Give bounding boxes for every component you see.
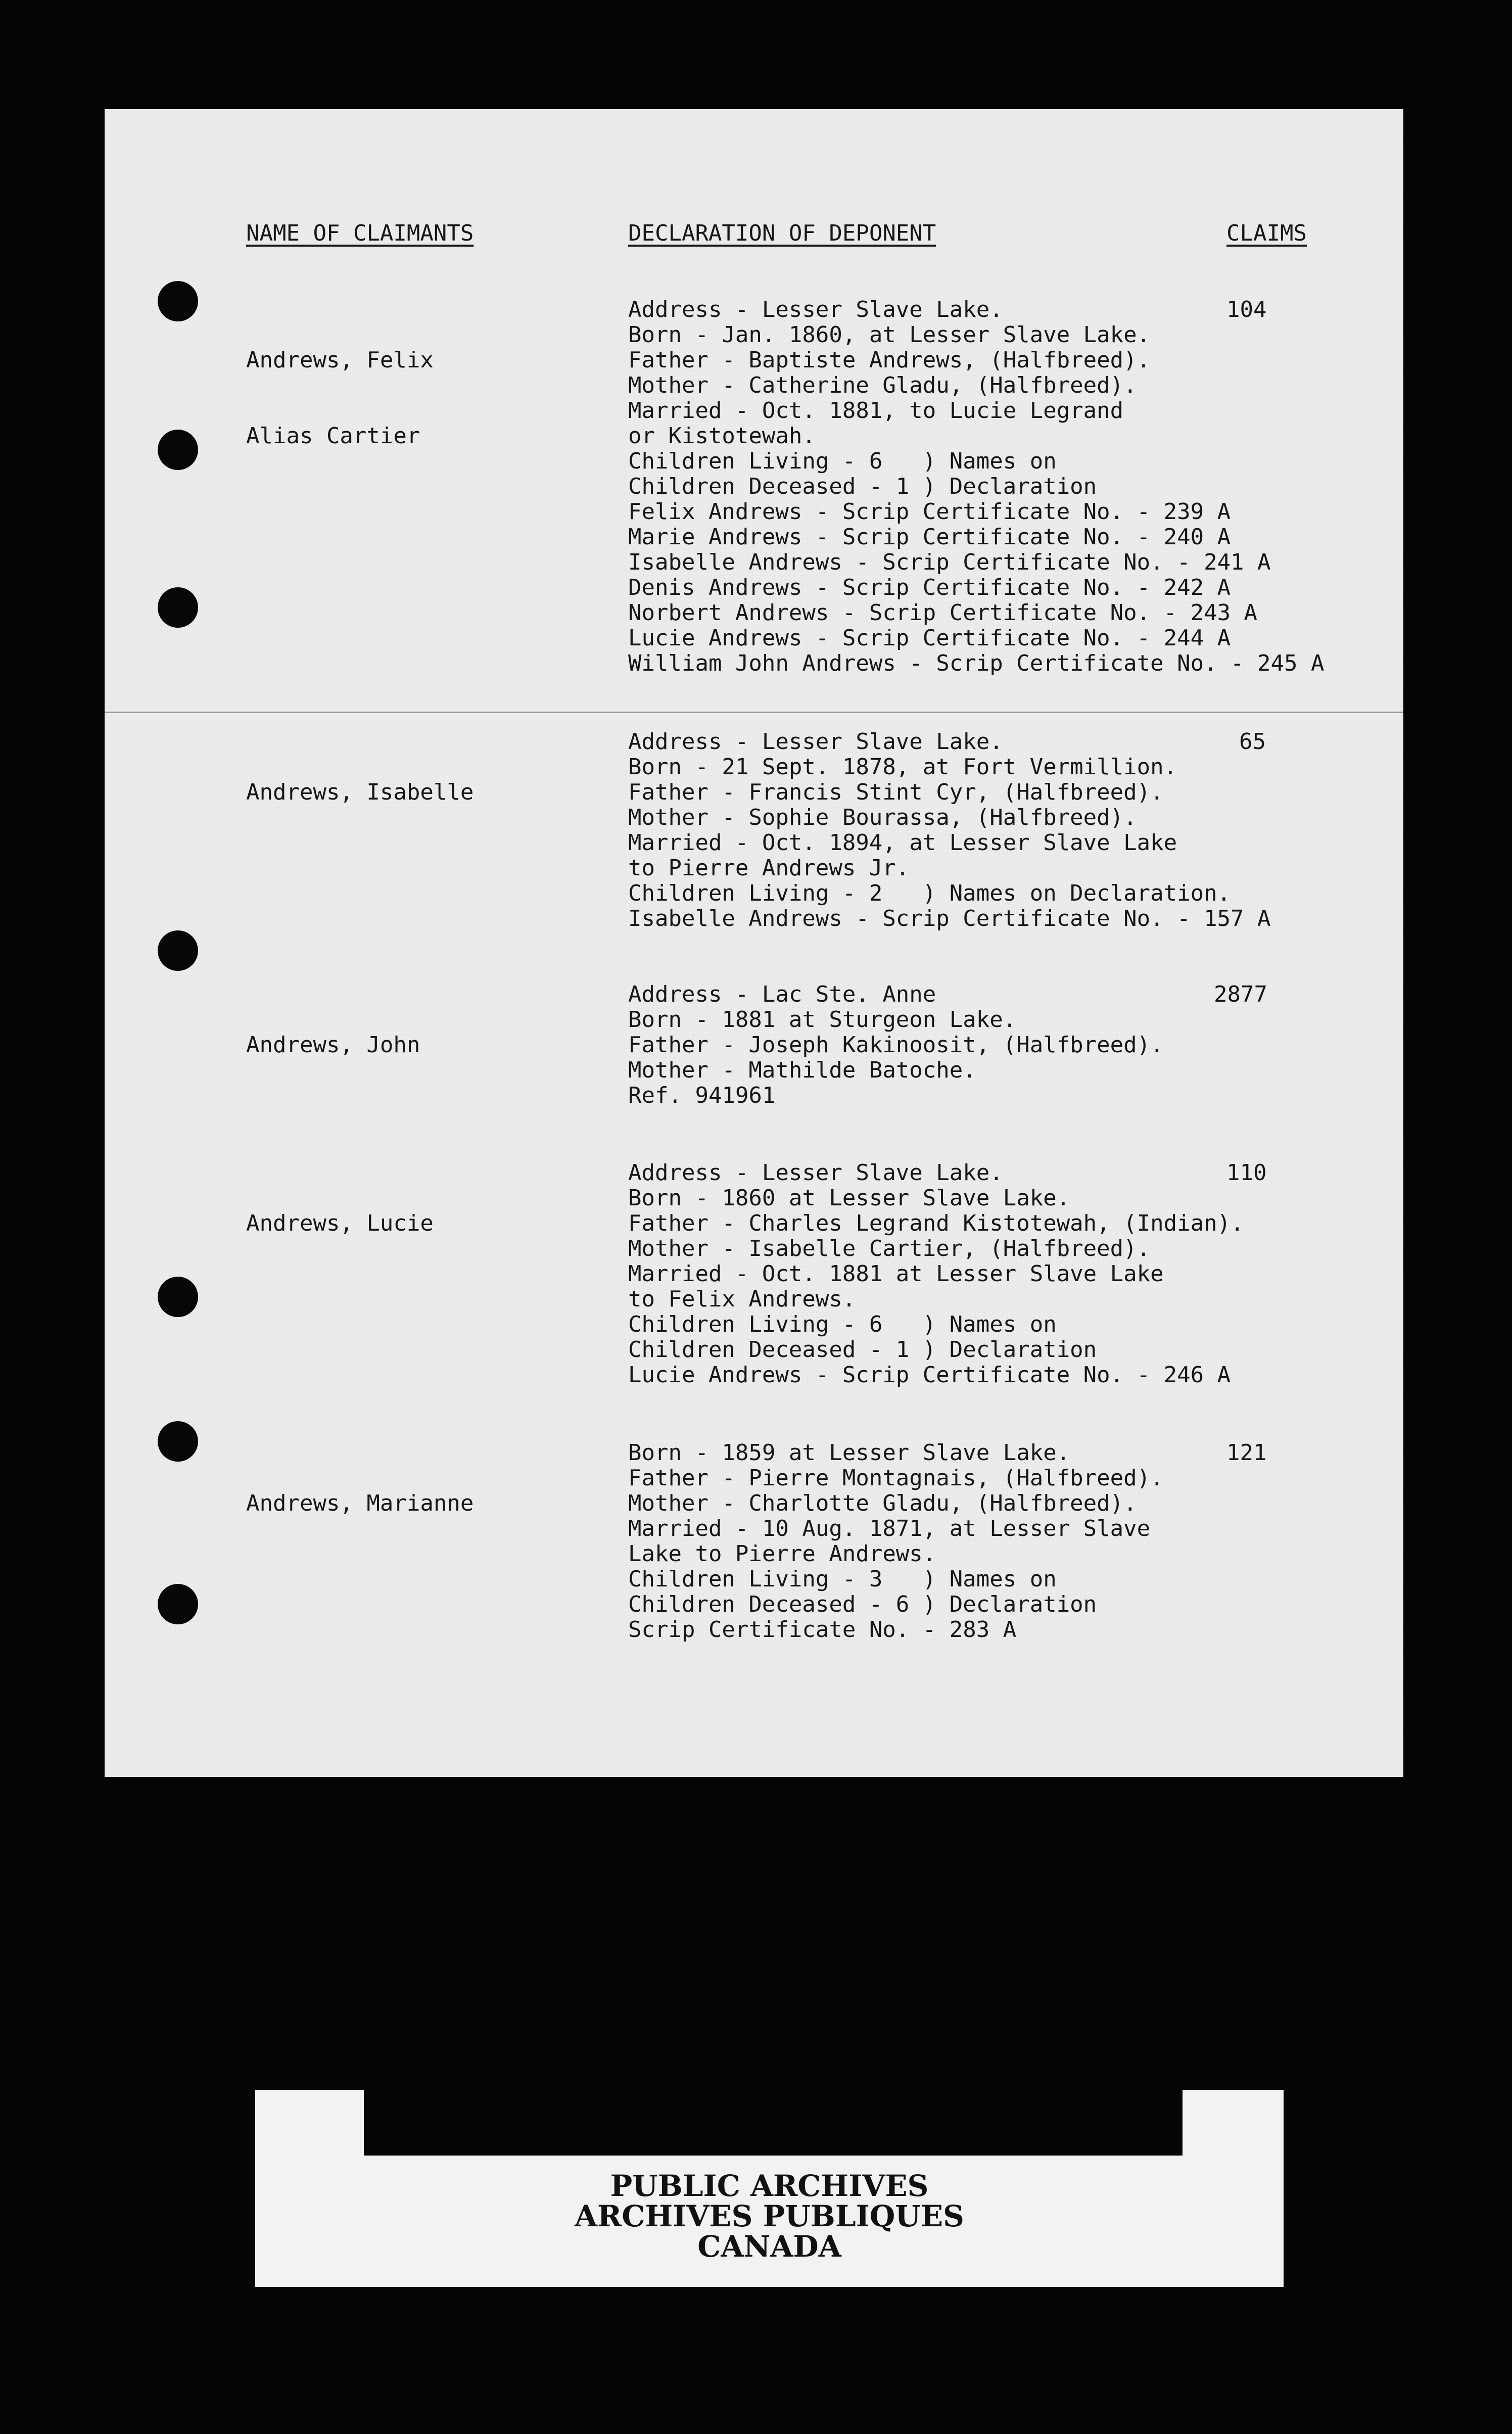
declaration-line: Mother - Isabelle Cartier, (Halfbreed).: [628, 1236, 1151, 1261]
declaration-line: William John Andrews - Scrip Certificate No. - 245 A: [628, 650, 1325, 676]
declaration-line: Born - 1881 at Sturgeon Lake.: [628, 1007, 1017, 1033]
declaration-line: Born - 1860 at Lesser Slave Lake.: [628, 1185, 1070, 1211]
stamp-notch: [364, 2090, 1183, 2156]
declaration-line: Father - Baptiste Andrews, (Halfbreed).: [628, 347, 1151, 373]
declaration-line: Father - Francis Stint Cyr, (Halfbreed).: [628, 779, 1164, 805]
claimant-name-line: Andrews, John: [246, 1032, 420, 1058]
declaration-line: Father - Pierre Montagnais, (Halfbreed).: [628, 1465, 1164, 1491]
declaration-line: Norbert Andrews - Scrip Certificate No. - 243 A: [628, 600, 1258, 626]
declaration-line: Mother - Mathilde Batoche.: [628, 1057, 976, 1083]
declaration-line: Ref. 941961: [628, 1083, 776, 1108]
declaration-line: Children Living - 2 ) Names on Declaration.: [628, 880, 1231, 906]
declaration-line: or Kistotewah.: [628, 423, 816, 449]
declaration-line: Married - Oct. 1894, at Lesser Slave Lake: [628, 830, 1177, 856]
claim-number: 2877: [1214, 981, 1267, 1007]
claim-number: 65: [1239, 729, 1266, 755]
claimant-name-line: Alias Cartier: [246, 423, 420, 449]
declaration-block: [628, 1160, 1244, 1388]
declaration-line: Children Deceased - 6 ) Declaration: [628, 1592, 1097, 1617]
claim-number: 110: [1226, 1160, 1267, 1186]
declaration-block: [628, 297, 1325, 676]
declaration-line: Address - Lac Ste. Anne: [628, 981, 936, 1007]
document-page: [105, 109, 1403, 1777]
declaration-line: Isabelle Andrews - Scrip Certificate No. - 157 A: [628, 906, 1271, 931]
claimant-name: [246, 729, 474, 856]
declaration-line: Lucie Andrews - Scrip Certificate No. - 246 A: [628, 1362, 1231, 1388]
claimant-name-line: Andrews, Lucie: [246, 1210, 434, 1236]
claimant-name-line: Andrews, Marianne: [246, 1490, 474, 1516]
declaration-block: [628, 1440, 1164, 1643]
declaration-block: [628, 729, 1271, 931]
declaration-line: Children Living - 6 ) Names on: [628, 1312, 1057, 1337]
declaration-line: Mother - Catherine Gladu, (Halfbreed).: [628, 372, 1137, 398]
claimant-name: [246, 982, 420, 1108]
stamp-line: CANADA: [697, 2229, 841, 2264]
declaration-line: Father - Joseph Kakinoosit, (Halfbreed).: [628, 1032, 1164, 1058]
declaration-line: Married - Oct. 1881, to Lucie Legrand: [628, 398, 1124, 424]
archives-stamp: [255, 2090, 1284, 2287]
declaration-block: [628, 982, 1164, 1108]
declaration-line: Address - Lesser Slave Lake.: [628, 729, 1003, 755]
punch-hole: [158, 281, 198, 321]
header-claims: CLAIMS: [1226, 220, 1307, 246]
punch-hole: [158, 1277, 198, 1317]
declaration-line: Lake to Pierre Andrews.: [628, 1541, 936, 1567]
declaration-line: Born - 21 Sept. 1878, at Fort Vermillion.: [628, 754, 1177, 780]
header-declaration-of-deponent: DECLARATION OF DEPONENT: [628, 220, 936, 246]
claimant-name-line: Andrews, Isabelle: [246, 779, 474, 805]
declaration-line: Children Living - 6 ) Names on: [628, 448, 1057, 474]
punch-hole: [158, 1584, 198, 1624]
declaration-line: Felix Andrews - Scrip Certificate No. - 239 A: [628, 499, 1231, 525]
stamp-line: PUBLIC ARCHIVES: [610, 2169, 929, 2203]
declaration-line: Children Deceased - 1 ) Declaration: [628, 474, 1097, 499]
declaration-line: Scrip Certificate No. - 283 A: [628, 1617, 1017, 1643]
declaration-line: Marie Andrews - Scrip Certificate No. - 240 A: [628, 524, 1231, 550]
declaration-line: Mother - Charlotte Gladu, (Halfbreed).: [628, 1490, 1137, 1516]
declaration-line: to Felix Andrews.: [628, 1286, 856, 1312]
punch-hole: [158, 930, 198, 971]
declaration-line: Children Living - 3 ) Names on: [628, 1566, 1057, 1592]
claimant-name: [246, 297, 434, 499]
declaration-line: Married - 10 Aug. 1871, at Lesser Slave: [628, 1516, 1151, 1541]
stamp-line: ARCHIVES PUBLIQUES: [575, 2199, 964, 2233]
declaration-line: Address - Lesser Slave Lake.: [628, 1160, 1003, 1186]
stamp-text: [255, 2171, 1284, 2262]
declaration-line: Lucie Andrews - Scrip Certificate No. - 244 A: [628, 625, 1231, 651]
declaration-line: Children Deceased - 1 ) Declaration: [628, 1337, 1097, 1363]
declaration-line: Born - Jan. 1860, at Lesser Slave Lake.: [628, 322, 1151, 348]
declaration-line: Born - 1859 at Lesser Slave Lake.: [628, 1440, 1070, 1466]
punch-hole: [158, 430, 198, 470]
claimant-name: [246, 1160, 434, 1287]
header-name-of-claimants: NAME OF CLAIMANTS: [246, 220, 474, 246]
section-divider: [105, 712, 1403, 713]
claim-number: 104: [1226, 297, 1267, 322]
declaration-line: Isabelle Andrews - Scrip Certificate No. - 241 A: [628, 549, 1271, 575]
declaration-line: Married - Oct. 1881 at Lesser Slave Lake: [628, 1261, 1164, 1287]
declaration-line: Address - Lesser Slave Lake.: [628, 297, 1003, 322]
declaration-line: Mother - Sophie Bourassa, (Halfbreed).: [628, 805, 1137, 830]
claim-number: 121: [1226, 1440, 1267, 1466]
declaration-line: Father - Charles Legrand Kistotewah, (Indian).: [628, 1210, 1244, 1236]
claimant-name-line: Andrews, Felix: [246, 347, 434, 373]
punch-hole: [158, 587, 198, 628]
declaration-line: to Pierre Andrews Jr.: [628, 855, 910, 881]
declaration-line: Denis Andrews - Scrip Certificate No. - 242 A: [628, 575, 1231, 600]
punch-hole: [158, 1421, 198, 1462]
claimant-name: [246, 1440, 474, 1567]
